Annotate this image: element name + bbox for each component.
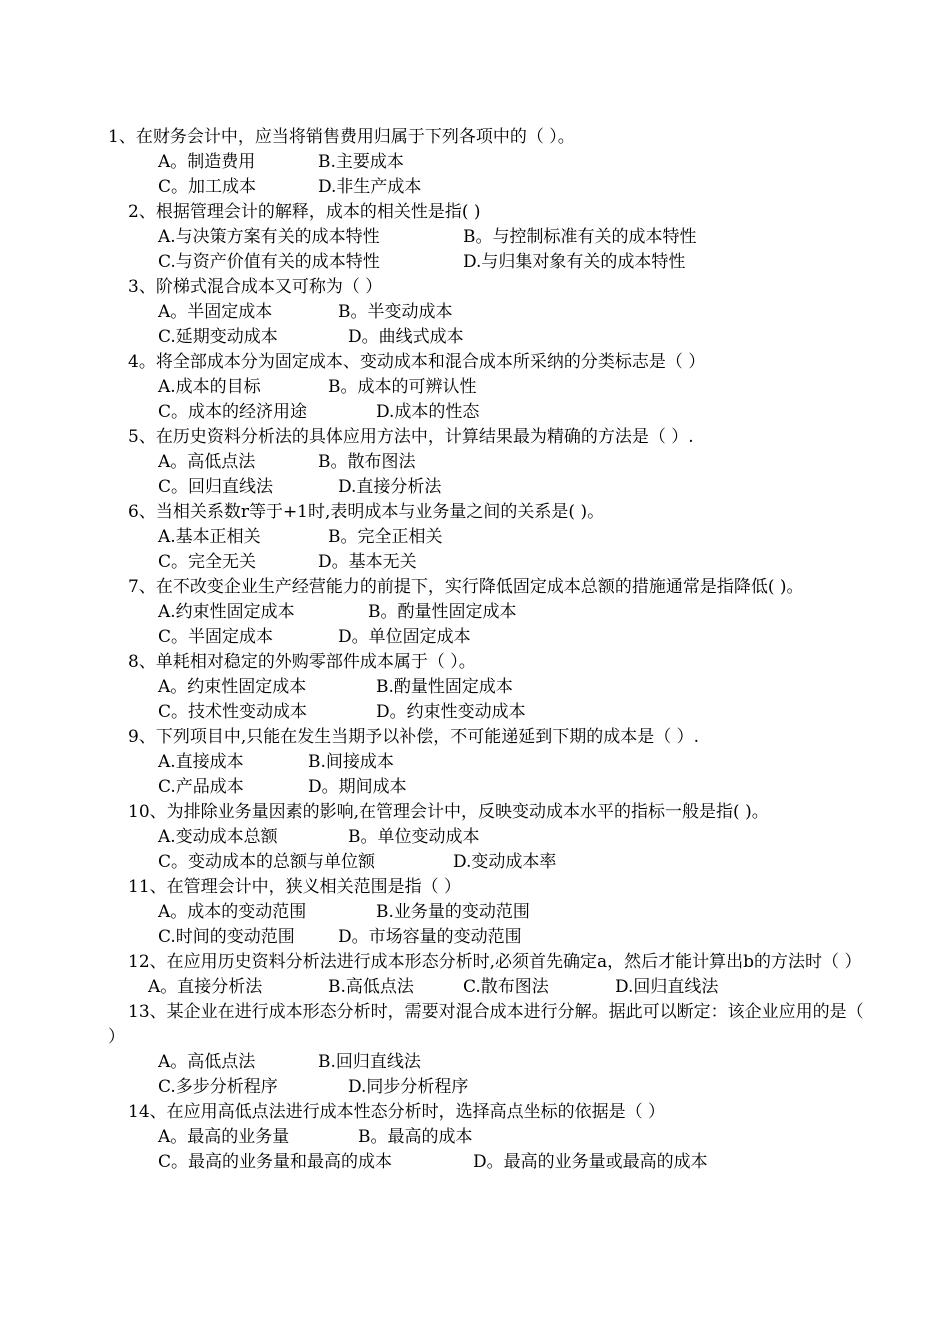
option-row bbox=[108, 850, 868, 875]
option: A。制造费用 bbox=[158, 152, 256, 172]
option: D.与归集对象有关的成本特性 bbox=[463, 252, 686, 272]
question-stem: 1、在财务会计中，应当将销售费用归属于下列各项中的（ ）。 bbox=[108, 127, 575, 147]
option-row bbox=[108, 250, 868, 275]
option: D.变动成本率 bbox=[453, 852, 557, 872]
option: B。与控制标准有关的成本特性 bbox=[463, 227, 697, 247]
option: D。期间成本 bbox=[308, 777, 407, 797]
question-list bbox=[108, 125, 868, 1175]
option: A.与决策方案有关的成本特性 bbox=[158, 227, 380, 247]
question bbox=[108, 350, 868, 425]
option: D.回归直线法 bbox=[615, 977, 719, 997]
option: D。最高的业务量或最高的成本 bbox=[473, 1152, 708, 1172]
option: C.产品成本 bbox=[158, 777, 244, 797]
option: D.非生产成本 bbox=[318, 177, 422, 197]
option: A.成本的目标 bbox=[158, 377, 261, 397]
question-stem: 9、下列项目中,只能在发生当期予以补偿，不可能递延到下期的成本是（ ）. bbox=[128, 727, 700, 747]
option: B.业务量的变动范围 bbox=[376, 902, 530, 922]
option-row bbox=[108, 475, 868, 500]
option: D。单位固定成本 bbox=[338, 627, 471, 647]
option-row bbox=[108, 225, 868, 250]
option: A.变动成本总额 bbox=[158, 827, 278, 847]
option: C。成本的经济用途 bbox=[158, 402, 308, 422]
option: A。约束性固定成本 bbox=[158, 677, 307, 697]
option: D.同步分析程序 bbox=[348, 1077, 469, 1097]
option-row bbox=[108, 975, 868, 1000]
option: B。最高的成本 bbox=[358, 1127, 473, 1147]
question bbox=[108, 1000, 868, 1100]
option: B。半变动成本 bbox=[338, 302, 453, 322]
option-row bbox=[108, 325, 868, 350]
option: A.基本正相关 bbox=[158, 527, 261, 547]
option-row bbox=[108, 675, 868, 700]
option-row bbox=[108, 400, 868, 425]
option-row bbox=[108, 900, 868, 925]
option-row bbox=[108, 1075, 868, 1100]
option: D.直接分析法 bbox=[338, 477, 442, 497]
question-stem: 14、在应用高低点法进行成本性态分析时，选择高点坐标的依据是（ ） bbox=[128, 1102, 666, 1122]
option-row bbox=[108, 150, 868, 175]
question-stem: 7、在不改变企业生产经营能力的前提下，实行降低固定成本总额的措施通常是指降低( )。 bbox=[128, 577, 804, 597]
option: B.主要成本 bbox=[318, 152, 404, 172]
option: C.与资产价值有关的成本特性 bbox=[158, 252, 380, 272]
option-row bbox=[108, 775, 868, 800]
question-stem: 2、根据管理会计的解释，成本的相关性是指( ) bbox=[128, 202, 481, 222]
question bbox=[108, 950, 868, 1000]
option: D。基本无关 bbox=[318, 552, 417, 572]
option: D。约束性变动成本 bbox=[376, 702, 526, 722]
option-row bbox=[108, 1125, 868, 1150]
option: D。市场容量的变动范围 bbox=[338, 927, 522, 947]
option: C.时间的变动范围 bbox=[158, 927, 295, 947]
option: B.回归直线法 bbox=[318, 1052, 421, 1072]
question-stem: 4。将全部成本分为固定成本、变动成本和混合成本所采纳的分类标志是（ ） bbox=[128, 352, 706, 372]
option: A。半固定成本 bbox=[158, 302, 273, 322]
question bbox=[108, 125, 868, 200]
question bbox=[108, 425, 868, 500]
option: C。技术性变动成本 bbox=[158, 702, 308, 722]
question-stem: 11、在管理会计中，狭义相关范围是指（ ） bbox=[128, 877, 462, 897]
option-row bbox=[108, 175, 868, 200]
option: A。最高的业务量 bbox=[158, 1127, 290, 1147]
option: B.间接成本 bbox=[308, 752, 394, 772]
option: D.成本的性态 bbox=[376, 402, 480, 422]
option-row bbox=[108, 700, 868, 725]
question bbox=[108, 200, 868, 275]
option: C。半固定成本 bbox=[158, 627, 274, 647]
option: C.延期变动成本 bbox=[158, 327, 278, 347]
option: D。曲线式成本 bbox=[348, 327, 464, 347]
question-stem: 8、单耗相对稳定的外购零部件成本属于（ ）。 bbox=[128, 652, 476, 672]
option: A。高低点法 bbox=[158, 1052, 256, 1072]
option-row bbox=[108, 300, 868, 325]
question bbox=[108, 875, 868, 950]
question-stem: 3、阶梯式混合成本又可称为（ ） bbox=[128, 277, 383, 297]
option-row bbox=[108, 450, 868, 475]
option: A.直接成本 bbox=[158, 752, 244, 772]
option-row bbox=[108, 525, 868, 550]
option-row bbox=[108, 825, 868, 850]
option-row bbox=[108, 600, 868, 625]
option-row bbox=[108, 750, 868, 775]
question-stem: 12、在应用历史资料分析法进行成本形态分析时,必须首先确定a，然后才能计算出b的方法时（ ） bbox=[128, 952, 862, 972]
option: A。成本的变动范围 bbox=[158, 902, 307, 922]
option: B。单位变动成本 bbox=[348, 827, 480, 847]
question bbox=[108, 500, 868, 575]
option: B.酌量性固定成本 bbox=[376, 677, 513, 697]
question-stem: 6、当相关系数r等于+1时,表明成本与业务量之间的关系是( )。 bbox=[128, 502, 605, 522]
option: C.散布图法 bbox=[463, 977, 549, 997]
option: C。变动成本的总额与单位额 bbox=[158, 852, 376, 872]
option: C。加工成本 bbox=[158, 177, 257, 197]
question-stem: 13、某企业在进行成本形态分析时，需要对混合成本进行分解。据此可以断定：该企业应用的是（ ） bbox=[108, 1002, 864, 1047]
question bbox=[108, 1100, 868, 1175]
question-stem: 10、为排除业务量因素的影响,在管理会计中，反映变动成本水平的指标一般是指( )。 bbox=[128, 802, 769, 822]
option: B。酌量性固定成本 bbox=[368, 602, 517, 622]
option-row bbox=[108, 1150, 868, 1175]
question bbox=[108, 800, 868, 875]
option: A。高低点法 bbox=[158, 452, 256, 472]
question bbox=[108, 575, 868, 650]
option: B。成本的可辨认性 bbox=[328, 377, 477, 397]
question-stem: 5、在历史资料分析法的具体应用方法中，计算结果最为精确的方法是（ ）. bbox=[128, 427, 694, 447]
option: C。回归直线法 bbox=[158, 477, 274, 497]
question bbox=[108, 650, 868, 725]
option: B。散布图法 bbox=[318, 452, 416, 472]
option-row bbox=[108, 1050, 868, 1075]
option: C。完全无关 bbox=[158, 552, 257, 572]
option: C.多步分析程序 bbox=[158, 1077, 278, 1097]
option: A。直接分析法 bbox=[148, 977, 263, 997]
option: B.高低点法 bbox=[328, 977, 414, 997]
option-row bbox=[108, 375, 868, 400]
option-row bbox=[108, 550, 868, 575]
option: B。完全正相关 bbox=[328, 527, 443, 547]
option: C。最高的业务量和最高的成本 bbox=[158, 1152, 393, 1172]
option-row bbox=[108, 925, 868, 950]
option: A.约束性固定成本 bbox=[158, 602, 295, 622]
question bbox=[108, 275, 868, 350]
question bbox=[108, 725, 868, 800]
option-row bbox=[108, 625, 868, 650]
